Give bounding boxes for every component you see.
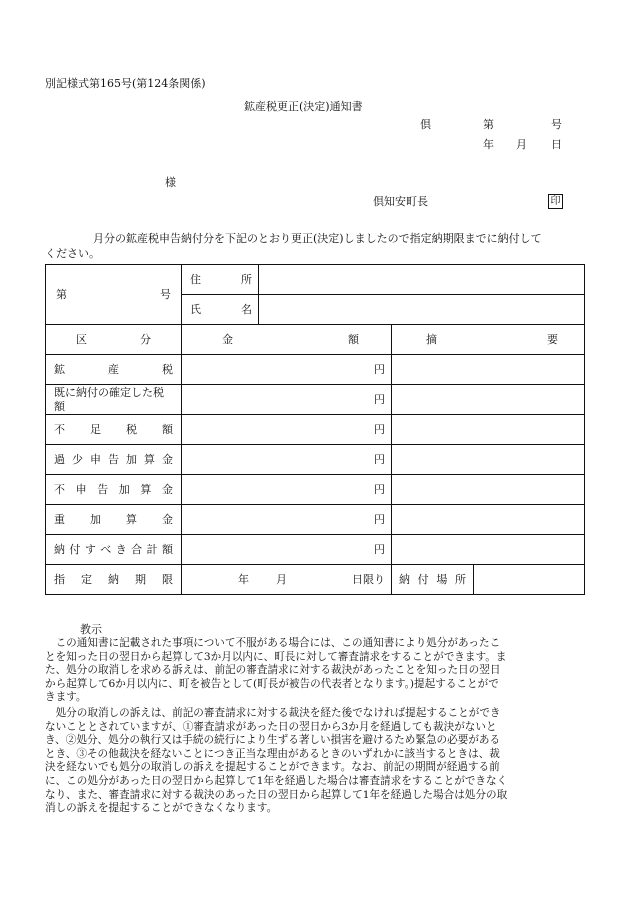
- yen-unit: 円: [374, 392, 385, 406]
- yen-unit: 円: [374, 482, 385, 496]
- notice-line: から起算して6か月以内に、町を被告として(町長が被告の代表者となります。)提起することがで: [45, 677, 499, 690]
- amount-row: [46, 385, 585, 415]
- amount-field[interactable]: [182, 475, 392, 505]
- remarks-field[interactable]: [392, 385, 585, 415]
- remarks-field[interactable]: [392, 355, 585, 385]
- row-label-char: 申: [75, 482, 87, 496]
- label-char: 限: [162, 572, 173, 586]
- amount-row: [46, 505, 585, 535]
- row-label-char: 告: [108, 452, 119, 466]
- row-label-char: 加: [126, 452, 137, 466]
- address-label-char: 所: [241, 272, 252, 286]
- notice-line: に、この処分があった日の翌日から起算して1年を経過した場合は審査請求をすることができなく: [45, 774, 508, 787]
- row-label-char: 不: [54, 422, 65, 436]
- row-label-char: 鉱: [54, 362, 65, 376]
- row-label-char: 納: [54, 542, 65, 556]
- name-field[interactable]: [259, 295, 584, 324]
- row-label-char: 額: [161, 542, 173, 556]
- label-char: 指: [54, 572, 65, 586]
- intro-line-2: ください。: [45, 247, 100, 260]
- row-label-char: 付: [69, 542, 81, 556]
- row-label-char: 算: [126, 512, 137, 526]
- name-label-char: 名: [241, 302, 252, 316]
- row-label: [46, 415, 182, 445]
- row-label-char: 算: [144, 452, 155, 466]
- form-reference: 別記様式第165号(第124条関係): [45, 77, 206, 90]
- payment-place-field[interactable]: [474, 565, 585, 595]
- row-label: [46, 505, 182, 535]
- remarks-field[interactable]: [392, 475, 585, 505]
- header-char: 摘: [426, 332, 437, 346]
- amount-row: [46, 475, 585, 505]
- address-cell: [182, 265, 585, 295]
- notice-paragraph-2: [45, 707, 585, 816]
- row-label-char: 計: [146, 542, 158, 556]
- row-label: [46, 535, 182, 565]
- row-label-char: 加: [118, 482, 130, 496]
- header-char: 金: [222, 332, 233, 346]
- notice-line: 消しの訴えを提起することができなくなります。: [45, 802, 278, 815]
- address-field[interactable]: [259, 265, 584, 294]
- seal-mark: 印: [548, 194, 563, 209]
- assessment-table: [45, 264, 585, 595]
- header-category: [46, 325, 182, 355]
- intro-line-1: 月分の鉱産税申告納付分を下記のとおり更正(決定)しましたので指定納期限までに納付して: [93, 232, 542, 245]
- row-label-char: 金: [162, 512, 173, 526]
- ref-char: 第: [483, 118, 494, 131]
- row-label-char: 算: [140, 482, 152, 496]
- notice-line: き、②処分、処分の執行又は手続の続行により生ずる著しい損害を避けるため緊急の必要がある: [45, 734, 501, 747]
- amount-row: [46, 355, 585, 385]
- row-label-char: 金: [161, 482, 173, 496]
- issuer-name: 倶知安町長: [373, 195, 428, 208]
- header-char: 要: [547, 332, 558, 346]
- amount-row: [46, 445, 585, 475]
- row-label-char: 重: [54, 512, 65, 526]
- address-label-char: 住: [190, 272, 201, 286]
- deadline-label: [46, 565, 182, 595]
- payment-place-label: [392, 565, 474, 595]
- row-label-char: 既に納付の確定した税額: [54, 385, 164, 413]
- amount-field[interactable]: [182, 445, 392, 475]
- name-cell: [182, 295, 585, 325]
- label-char: 所: [454, 572, 466, 586]
- name-label-char: 氏: [190, 302, 201, 316]
- number-label-char: 号: [160, 287, 171, 301]
- yen-unit: 円: [374, 422, 385, 436]
- deadline-month: 月: [276, 572, 287, 586]
- yen-unit: 円: [374, 542, 385, 556]
- row-label-char: 税: [126, 422, 137, 436]
- notice-line: た、処分の取消しを求める訴えは、前記の審査請求に対する裁決があったことを知った日の翌日: [45, 664, 501, 677]
- label-char: 付: [417, 572, 429, 586]
- addressee-suffix: 様: [165, 176, 176, 189]
- deadline-date[interactable]: [182, 565, 392, 595]
- deadline-year: 年: [238, 572, 249, 586]
- header-remarks: [392, 325, 585, 355]
- label-char: 場: [436, 572, 448, 586]
- row-label: [46, 445, 182, 475]
- remarks-field[interactable]: [392, 415, 585, 445]
- deadline-day-limit: 日限り: [352, 572, 385, 586]
- amount-field[interactable]: [182, 505, 392, 535]
- notice-line: 決を経ないでも処分の取消しの訴えを提起することができます。なお、前記の期間が経過する前: [45, 761, 500, 774]
- row-label-char: 告: [97, 482, 109, 496]
- row-label-char: 加: [90, 512, 101, 526]
- address-row: [46, 265, 585, 295]
- row-label-char: 額: [162, 422, 173, 436]
- remarks-field[interactable]: [392, 445, 585, 475]
- yen-unit: 円: [374, 512, 385, 526]
- row-label-char: 足: [90, 422, 101, 436]
- document-title: 鉱産税更正(決定)通知書: [244, 100, 363, 113]
- row-label-char: べ: [100, 542, 112, 556]
- label-char: 納: [108, 572, 119, 586]
- date-year: 年: [483, 138, 494, 151]
- deadline-row: [46, 565, 585, 595]
- row-label-char: す: [84, 542, 96, 556]
- label-char: 納: [399, 572, 410, 586]
- label-char: 定: [81, 572, 92, 586]
- date-day: 日: [551, 138, 562, 151]
- row-label: [46, 355, 182, 385]
- notice-line: なり、また、審査請求に対する裁決のあった日の翌日から起算して1年を経過した場合は処分の取: [45, 788, 508, 801]
- row-label-char: 少: [72, 452, 83, 466]
- row-label: [46, 475, 182, 505]
- amount-row: [46, 415, 585, 445]
- row-label-char: 金: [162, 452, 173, 466]
- number-label-char: 第: [56, 287, 67, 301]
- row-label-char: き: [115, 542, 127, 556]
- number-cell: [46, 265, 182, 325]
- row-label-char: 申: [90, 452, 101, 466]
- notice-line: この通知書に記載された事項について不服がある場合には、この通知書により処分があったこ: [55, 637, 501, 649]
- amount-field[interactable]: [182, 385, 392, 415]
- address-label: [182, 265, 259, 294]
- ref-char: 倶: [420, 118, 431, 131]
- row-label-char: 産: [108, 362, 119, 376]
- date-month: 月: [516, 138, 527, 151]
- remarks-field[interactable]: [392, 535, 585, 565]
- amount-field[interactable]: [182, 535, 392, 565]
- notice-line: 処分の取消しの訴えは、前記の審査請求に対する裁決を経た後でなければ提起することができ: [55, 707, 501, 719]
- ref-char: 号: [551, 118, 562, 131]
- header-char: 区: [76, 332, 87, 346]
- row-label-char: 税: [162, 362, 173, 376]
- notice-line: とき、③その他裁決を経ないことにつき正当な理由があるときのいずれかに該当するときは、裁: [45, 747, 500, 760]
- notice-line: きます。: [45, 691, 87, 704]
- header-char: 分: [140, 332, 151, 346]
- yen-unit: 円: [374, 452, 385, 466]
- amount-field[interactable]: [182, 355, 392, 385]
- row-label: [46, 385, 182, 415]
- notice-paragraph-1: [45, 637, 585, 705]
- label-char: 期: [135, 572, 146, 586]
- header-amount: [182, 325, 392, 355]
- row-label-char: 不: [54, 482, 65, 496]
- row-label-char: 合: [131, 542, 143, 556]
- amount-rows: [46, 355, 585, 565]
- row-label-char: 過: [54, 452, 65, 466]
- yen-unit: 円: [374, 362, 385, 376]
- amount-row: [46, 535, 585, 565]
- header-char: 額: [348, 332, 359, 346]
- notice-line: ないこととされていますが、①審査請求があった日の翌日から3か月を経過しても裁決がないと: [45, 720, 497, 733]
- remarks-field[interactable]: [392, 505, 585, 535]
- amount-field[interactable]: [182, 415, 392, 445]
- notice-heading: 教示: [80, 623, 102, 636]
- column-header-row: [46, 325, 585, 355]
- notice-line: とを知った日の翌日から起算して3か月以内に、町長に対して審査請求をすることができます。ま: [45, 650, 507, 663]
- name-label: [182, 295, 259, 324]
